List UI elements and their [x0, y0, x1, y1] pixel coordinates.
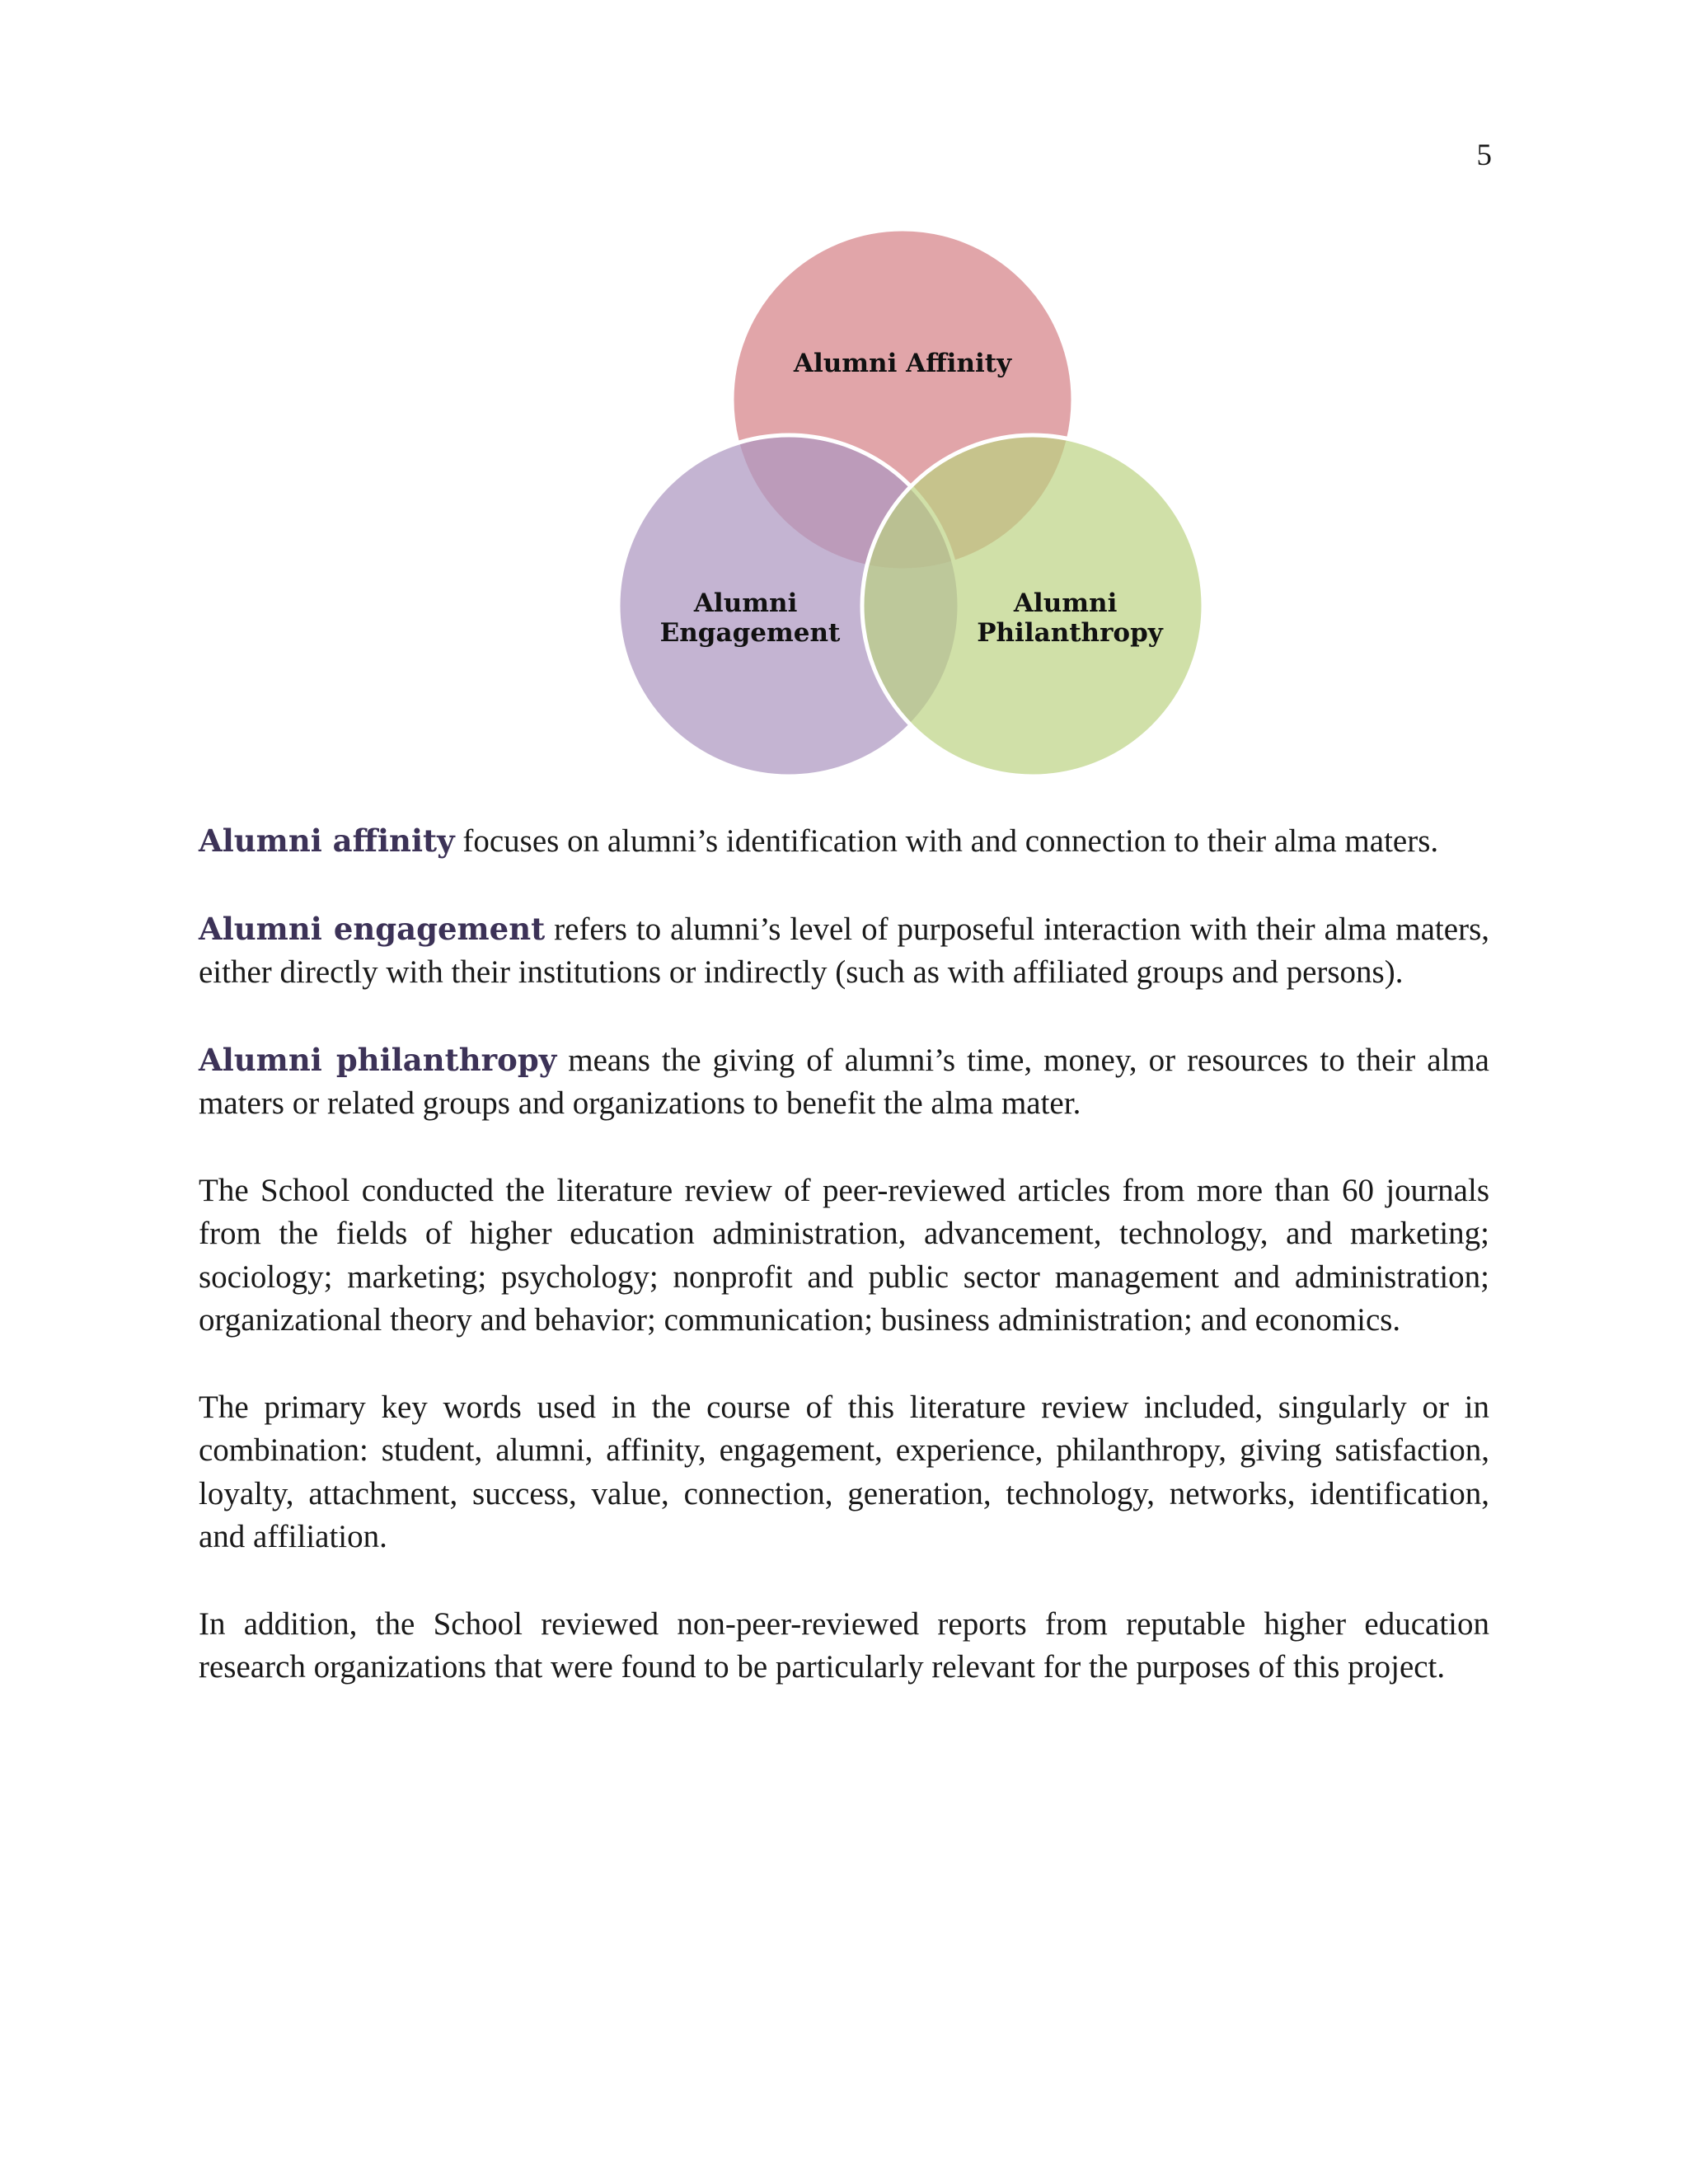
term-alumni-affinity: Alumni affinity	[199, 823, 455, 859]
venn-label-philanthropy: Alumni Philanthropy	[977, 588, 1163, 648]
definition-text: refers to alumni’s level of purposeful interaction with their alma maters, either directly with their institutions or indirectly (such as with affiliated groups and persons).	[199, 911, 1489, 990]
paragraph-literature-review: The School conducted the literature review of peer-reviewed articles from more than 60 journals from the fields of higher education administration, advancement, technology, and marketing; sociology; marketing; psychology; nonprofit and public sector management and administration; organizational theory and behavior; communication; business administration; and economics.	[199, 1172, 1489, 1338]
page-number: 5	[1476, 138, 1492, 172]
definition-text: means the giving of alumni’s time, money, or resources to their alma maters or related groups and organizations to benefit the alma mater.	[199, 1042, 1489, 1121]
paragraph-key-words: The primary key words used in the course of this literature review included, singularly or in combination: student, alumni, affinity, engagement, experience, philanthropy, giving satisfaction, loyalty, attachment, success, value, connection, generation, technology, networks, identification, and affiliation.	[199, 1389, 1489, 1554]
venn-label-affinity: Alumni Affinity	[793, 349, 1012, 378]
term-alumni-engagement: Alumni engagement	[199, 910, 546, 947]
definition-engagement	[199, 907, 1489, 995]
paragraph-reports: In addition, the School reviewed non-peer-reviewed reports from reputable higher education research organizations that were found to be particularly relevant for the purposes of this project.	[199, 1605, 1489, 1685]
definition-philanthropy	[199, 1038, 1489, 1126]
venn-diagram	[610, 223, 1212, 783]
venn-label-engagement: Alumni Engagement	[659, 588, 841, 648]
term-alumni-philanthropy: Alumni philanthropy	[199, 1041, 557, 1078]
definition-affinity	[199, 819, 1489, 864]
body-text	[199, 819, 1489, 1733]
venn-diagram-svg	[610, 223, 1212, 783]
definition-text: focuses on alumni’s identification with and connection to their alma maters.	[454, 823, 1439, 859]
